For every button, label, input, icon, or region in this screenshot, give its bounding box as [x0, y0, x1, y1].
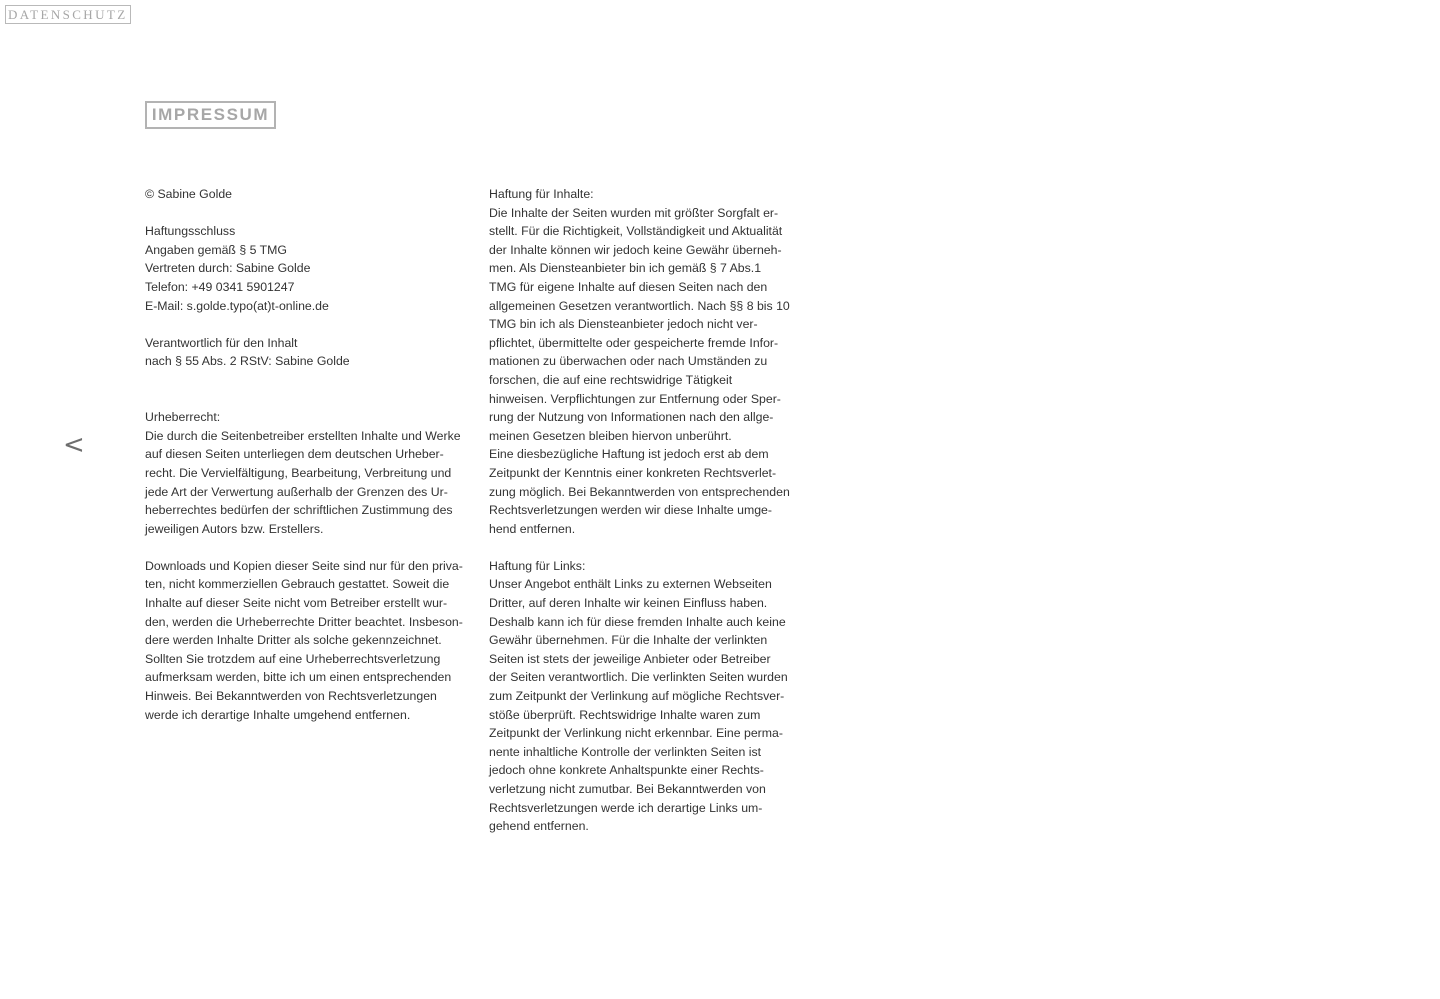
- paragraph-line: meinen Gesetzen bleiben hiervon unberührt.: [489, 428, 732, 443]
- paragraph-line: Deshalb kann ich für diese fremden Inhalte auch keine: [489, 614, 786, 629]
- paragraph-line: nente inhaltliche Kontrolle der verlinkten Seiten ist: [489, 744, 762, 759]
- paragraph-line: TMG bin ich als Diensteanbieter jedoch nicht ver-: [489, 317, 758, 332]
- section-heading: Haftung für Links:: [489, 558, 586, 573]
- paragraph-line: hinweisen. Verpflichtungen zur Entfernung oder Sper-: [489, 391, 781, 406]
- page-title: IMPRESSUM: [145, 101, 276, 129]
- paragraph-line: Gewähr übernehmen. Für die Inhalte der verlinkten: [489, 633, 768, 648]
- paragraph-line: jeweiligen Autors bzw. Erstellers.: [145, 521, 324, 536]
- contact-line: Telefon: +49 0341 5901247: [145, 279, 295, 294]
- paragraph-line: TMG für eigene Inhalte auf diesen Seiten nach den: [489, 279, 768, 294]
- responsible-block: [145, 334, 465, 371]
- copyright-section: [145, 408, 465, 538]
- contact-line: Haftungsschluss: [145, 224, 236, 239]
- contact-block: [145, 222, 465, 315]
- paragraph-line: Inhalte auf dieser Seite nicht vom Betreiber erstellt wur-: [145, 596, 448, 611]
- paragraph-line: dere werden Inhalte Dritter als solche gekennzeichnet.: [145, 633, 442, 648]
- paragraph-line: der Seiten verantwortlich. Die verlinkten Seiten wurden: [489, 670, 788, 685]
- copyright-notice: [145, 185, 465, 204]
- copyright-line: © Sabine Golde: [145, 187, 232, 201]
- paragraph-line: hend entfernen.: [489, 521, 576, 536]
- paragraph-line: jedoch ohne konkrete Anhaltspunkte einer Rechts-: [489, 763, 764, 778]
- paragraph-line: recht. Die Vervielfältigung, Bearbeitung, Verbreitung und: [145, 465, 452, 480]
- paragraph-line: men. Als Diensteanbieter bin ich gemäß § 7 Abs.1: [489, 261, 762, 276]
- paragraph-line: auf diesen Seiten unterliegen dem deutschen Urheber-: [145, 447, 444, 462]
- contact-line: Angaben gemäß § 5 TMG: [145, 242, 287, 257]
- paragraph-line: Seiten ist stets der jeweilige Anbieter oder Betreiber: [489, 651, 771, 666]
- paragraph-line: pflichtet, übermittelte oder gespeicherte fremde Infor-: [489, 335, 779, 350]
- back-arrow-icon[interactable]: <: [63, 430, 85, 460]
- paragraph-line: Dritter, auf deren Inhalte wir keinen Einfluss haben.: [489, 596, 768, 611]
- impressum-left-column: [145, 185, 465, 724]
- paragraph-line: Downloads und Kopien dieser Seite sind nur für den priva-: [145, 558, 463, 573]
- paragraph-line: Eine diesbezügliche Haftung ist jedoch erst ab dem: [489, 447, 769, 462]
- paragraph-line: verletzung nicht zumutbar. Bei Bekanntwerden von: [489, 782, 766, 796]
- contact-email: E-Mail: s.golde.typo(at)t-online.de: [145, 298, 329, 313]
- paragraph-line: den, werden die Urheberrechte Dritter beachtet. Insbeson-: [145, 614, 463, 629]
- paragraph-line: Rechtsverletzungen werden wir diese Inhalte umge-: [489, 503, 772, 518]
- contact-line: Vertreten durch: Sabine Golde: [145, 261, 311, 276]
- section-heading: Urheberrecht:: [145, 410, 221, 425]
- paragraph-line: Hinweis. Bei Bekanntwerden von Rechtsverletzungen: [145, 689, 437, 704]
- responsible-line: nach § 55 Abs. 2 RStV: Sabine Golde: [145, 354, 350, 369]
- paragraph-line: allgemeinen Gesetzen verantwortlich. Nach §§ 8 bis 10: [489, 298, 790, 313]
- paragraph-line: stellt. Für die Richtigkeit, Vollständigkeit und Aktualität: [489, 224, 783, 239]
- paragraph-line: Rechtsverletzungen werde ich derartige Links um-: [489, 800, 763, 815]
- liability-content-section: [489, 185, 789, 538]
- paragraph-line: gehend entfernen.: [489, 819, 589, 834]
- downloads-section: [145, 557, 465, 724]
- paragraph-line: Die Inhalte der Seiten wurden mit größter Sorgfalt er-: [489, 205, 779, 220]
- paragraph-line: zung möglich. Bei Bekanntwerden von entsprechenden: [489, 484, 790, 499]
- paragraph-line: heberrechtes bedürfen der schriftlichen Zustimmung des: [145, 503, 453, 518]
- paragraph-line: jede Art der Verwertung außerhalb der Grenzen des Ur-: [145, 484, 448, 499]
- paragraph-line: stöße überprüft. Rechtswidrige Inhalte waren zum: [489, 707, 761, 722]
- paragraph-line: Unser Angebot enthält Links zu externen Webseiten: [489, 577, 772, 592]
- paragraph-line: forschen, die auf eine rechtswidrige Tätigkeit: [489, 372, 733, 387]
- paragraph-line: Zeitpunkt der Verlinkung nicht erkennbar. Eine perma-: [489, 726, 783, 741]
- paragraph-line: aufmerksam werden, bitte ich um einen entsprechenden: [145, 670, 452, 685]
- liability-links-section: [489, 557, 789, 836]
- paragraph-line: zum Zeitpunkt der Verlinkung auf mögliche Rechtsver-: [489, 689, 785, 704]
- datenschutz-link[interactable]: DATENSCHUTZ: [5, 5, 131, 24]
- paragraph-line: Sollten Sie trotzdem auf eine Urheberrechtsverletzung: [145, 651, 441, 666]
- paragraph-line: Die durch die Seitenbetreiber erstellten Inhalte und Werke: [145, 428, 461, 443]
- paragraph-line: ten, nicht kommerziellen Gebrauch gestattet. Soweit die: [145, 577, 450, 592]
- paragraph-line: mationen zu überwachen oder nach Umständen zu: [489, 354, 768, 369]
- impressum-right-column: [489, 185, 789, 836]
- paragraph-line: werde ich derartige Inhalte umgehend entfernen.: [145, 707, 411, 722]
- section-heading: Haftung für Inhalte:: [489, 187, 594, 201]
- responsible-line: Verantwortlich für den Inhalt: [145, 335, 298, 350]
- paragraph-line: der Inhalte können wir jedoch keine Gewähr überneh-: [489, 242, 782, 257]
- paragraph-line: Zeitpunkt der Kenntnis einer konkreten Rechtsverlet-: [489, 465, 777, 480]
- paragraph-line: rung der Nutzung von Informationen nach den allge-: [489, 410, 774, 425]
